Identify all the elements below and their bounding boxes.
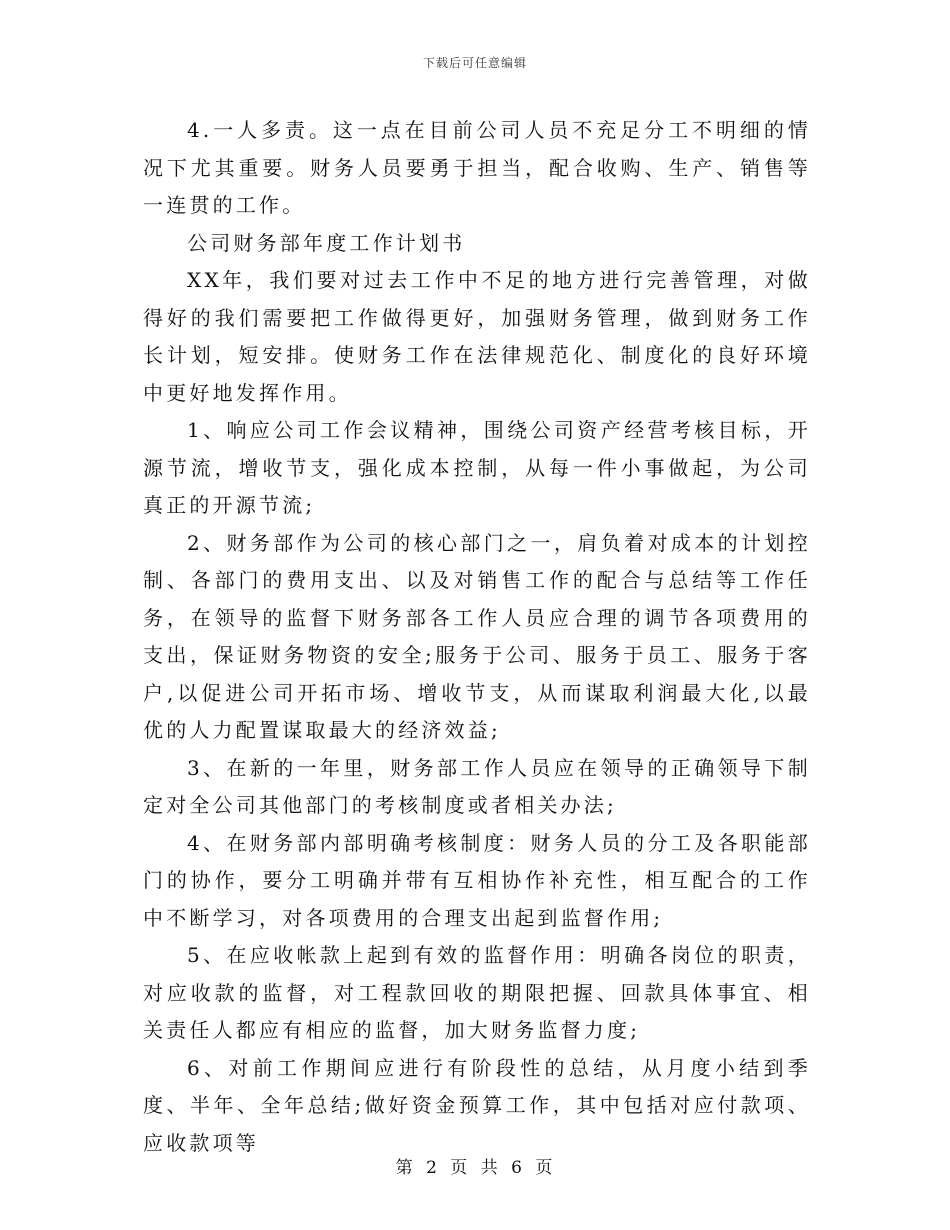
paragraph-intro: XX年，我们要对过去工作中不足的地方进行完善管理，对做得好的我们需要把工作做得更好，加强财务管理，做到财务工作长计划，短安排。使财务工作在法律规范化、制度化的良好环境中更好地发挥作用。 — [143, 268, 811, 405]
list-item-1: 1、响应公司工作会议精神，围绕公司资产经营考核目标，开源节流，增收节支，强化成本控制，从每一件小事做起，为公司真正的开源节流; — [143, 418, 811, 517]
paragraph-1: 4.一人多责。这一点在目前公司人员不充足分工不明细的情况下尤其重要。财务人员要勇于担当，配合收购、生产、销售等一连贯的工作。 — [143, 118, 811, 217]
list-item-6: 6、对前工作期间应进行有阶段性的总结，从月度小结到季度、半年、全年总结;做好资金预算工作，其中包括对应付款项、应收款项等 — [143, 1055, 811, 1155]
section-heading: 公司财务部年度工作计划书 — [187, 230, 466, 255]
list-item-2: 2、财务部作为公司的核心部门之一，肩负着对成本的计划控制、各部门的费用支出、以及对销售工作的配合与总结等工作任务，在领导的监督下财务部各工作人员应合理的调节各项费用的支出，保证财务物资的安全;服务于公司、服务于员工、服务于客户,以促进公司开拓市场、增收节支，从而谋取利润最大化,以最优的人力配置谋取最大的经济效益; — [143, 530, 811, 742]
list-item-3: 3、在新的一年里，财务部工作人员应在领导的正确领导下制定对全公司其他部门的考核制度或者相关办法; — [143, 755, 811, 817]
page-number-footer: 第 2 页 共 6 页 — [395, 1158, 555, 1178]
list-item-5: 5、在应收帐款上起到有效的监督作用：明确各岗位的职责，对应收款的监督，对工程款回收的期限把握、回款具体事宜、相关责任人都应有相应的监督，加大财务监督力度; — [143, 943, 811, 1042]
list-item-4: 4、在财务部内部明确考核制度：财务人员的分工及各职能部门的协作，要分工明确并带有互相协作补充性，相互配合的工作中不断学习，对各项费用的合理支出起到监督作用; — [143, 830, 811, 930]
document-body — [143, 112, 811, 1162]
page-header: 下载后可任意编辑 — [422, 56, 527, 70]
